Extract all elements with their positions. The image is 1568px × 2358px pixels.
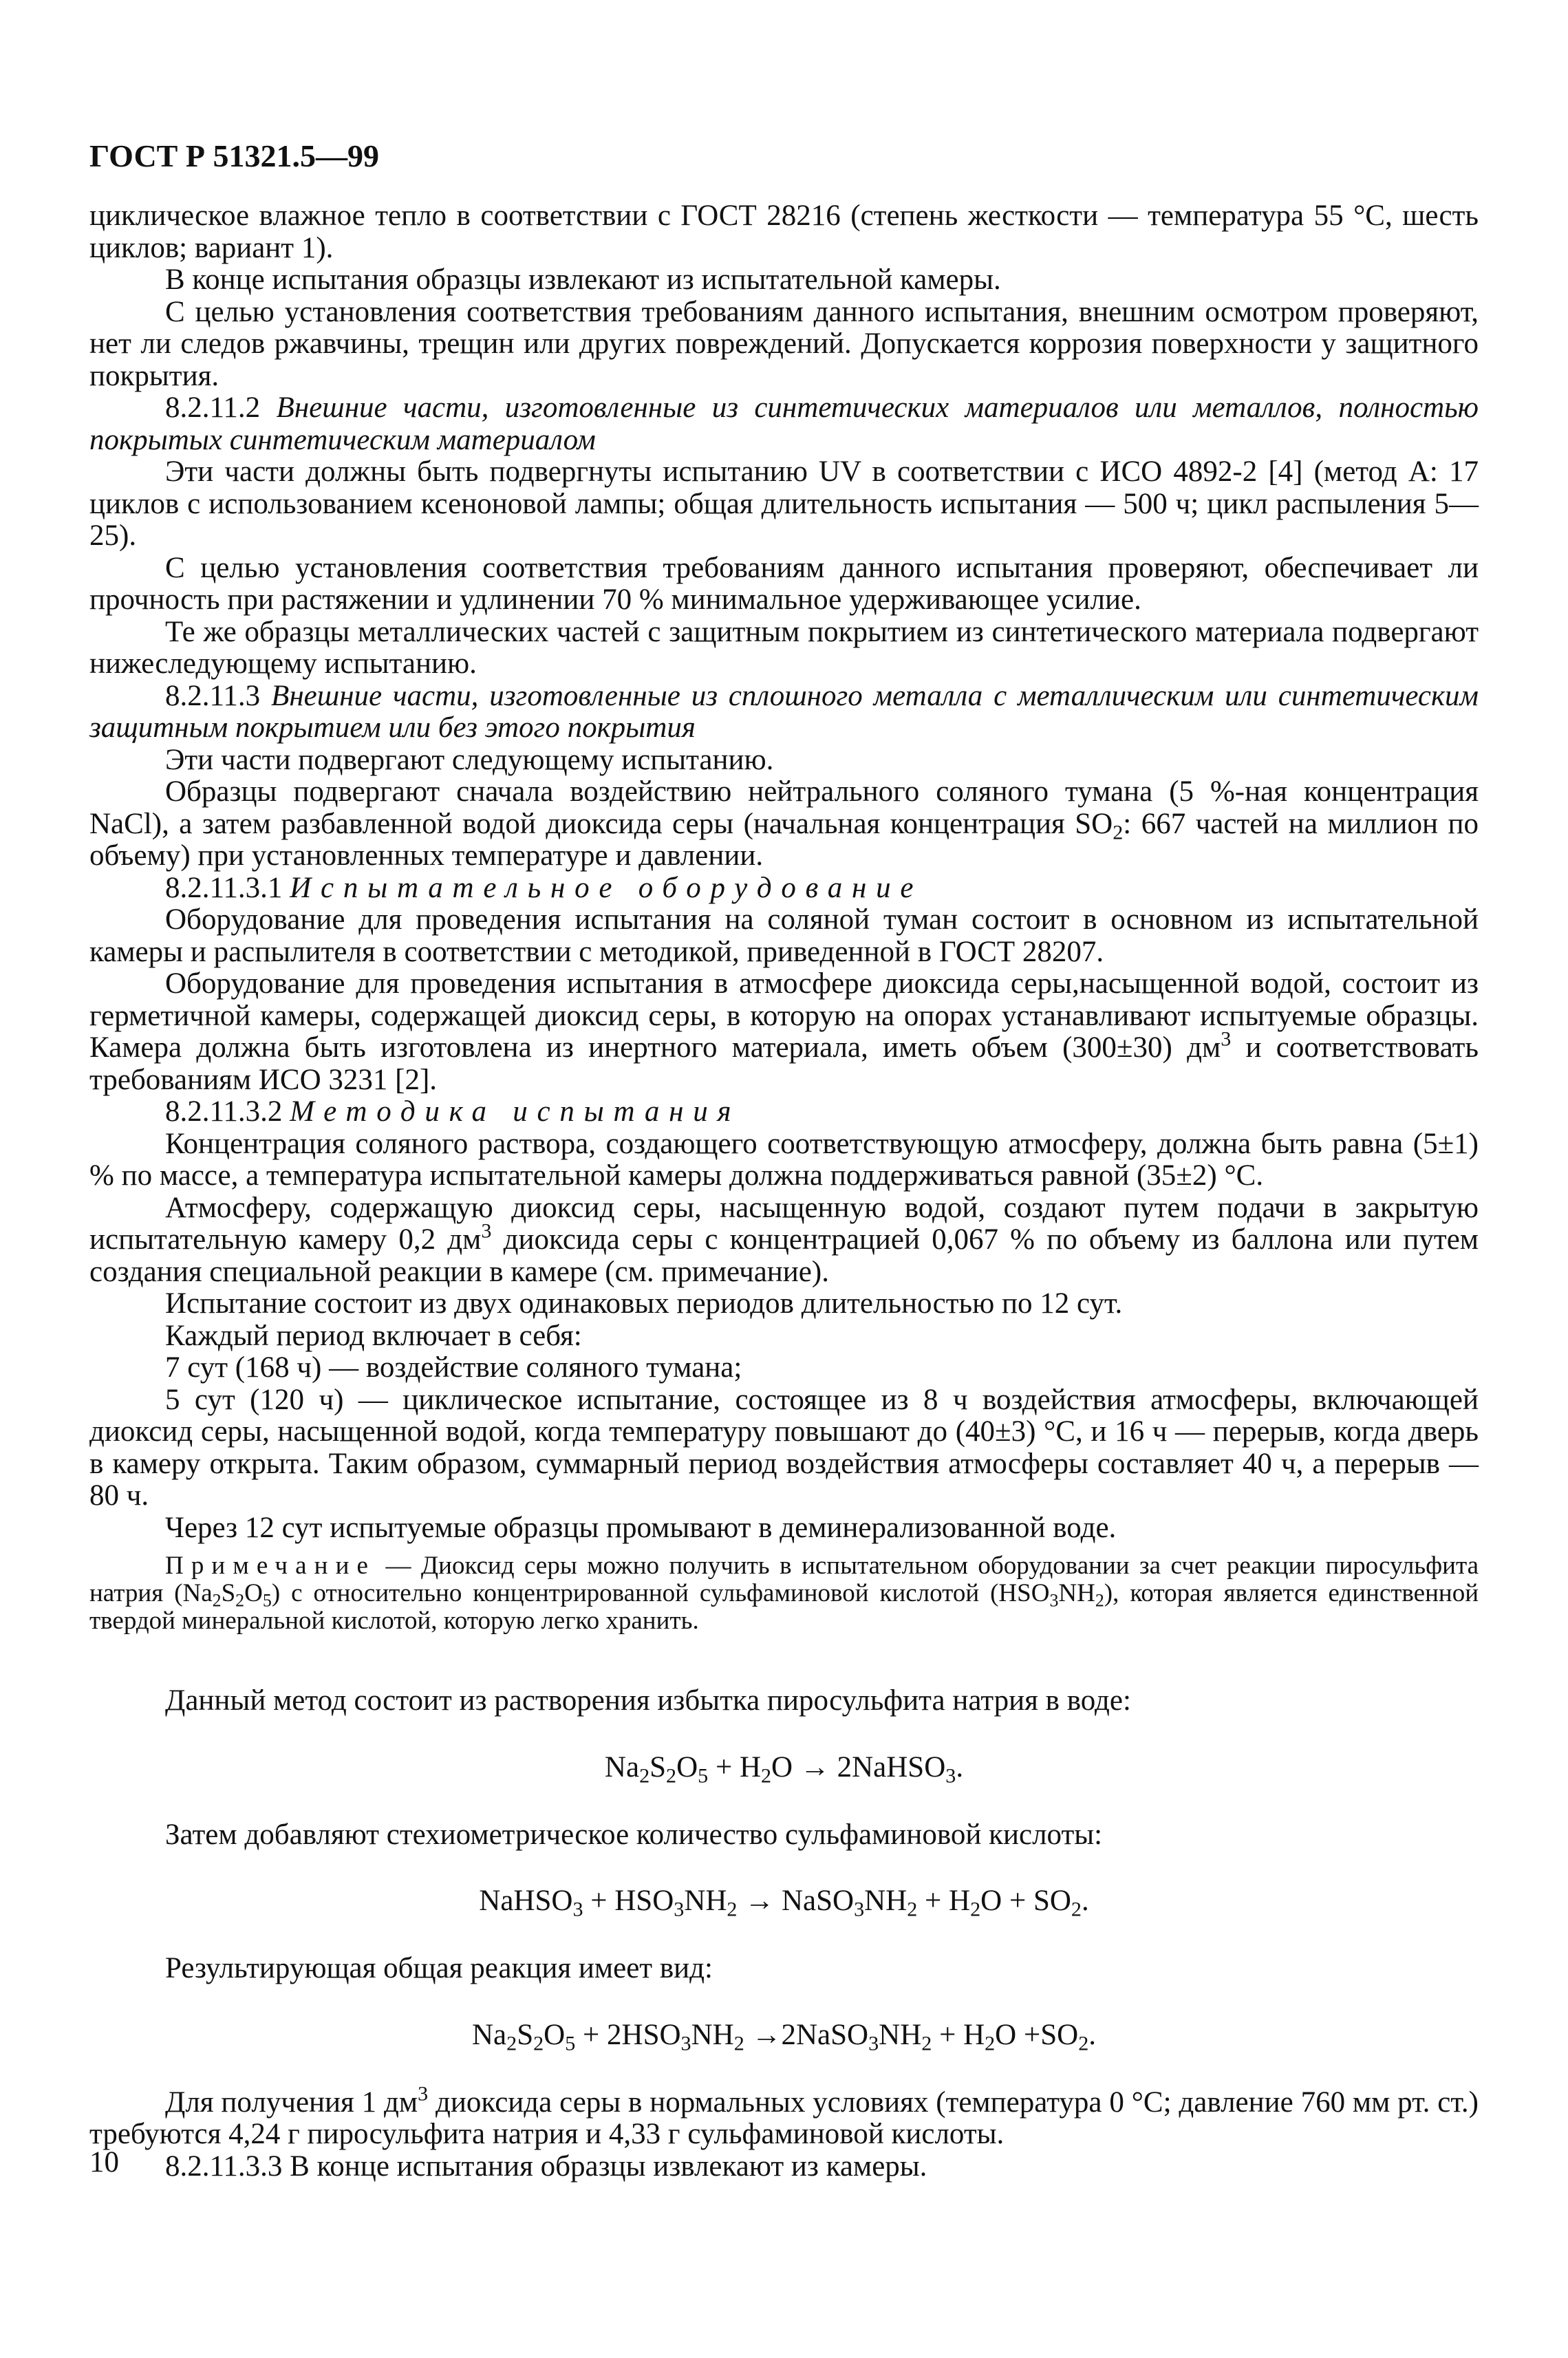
page-body xyxy=(89,200,1479,2183)
paragraph: Каждый период включает в себя: xyxy=(165,1319,582,1352)
paragraph: Эти части подвергают следующему испытанию. xyxy=(165,743,774,776)
equation-2: NaHSO$_3$ + $HSO_3NH_2$ → $NaSO_3NH_2 + H_2O + SO_2$. xyxy=(479,1885,1089,1921)
section-heading-8-2-11-3-1 xyxy=(89,872,1479,905)
paragraph: Эти части должны быть подвергнуты испытанию UV в соответствии с ИСО 4892-2 [4] (метод А: 17 циклов с использованием ксеноновой лампы; общая длительность испытания — 500 ч; цикл распыления 5—25). xyxy=(89,455,1479,552)
section-title: Испытательное оборудование xyxy=(290,871,923,904)
paragraph: Оборудование для проведения испытания на соляной туман состоит в основном из испытательной камеры и распылителя в соответствии с методикой, приведенной в ГОСТ 28207. xyxy=(89,903,1479,968)
paragraph: Затем добавляют стехиометрическое количество сульфаминовой кислоты: xyxy=(165,1818,1103,1851)
paragraph: Результирующая общая реакция имеет вид: xyxy=(165,1952,713,1984)
paragraph: Атмосферу, содержащую диоксид серы, насыщенную водой, создают путем подачи в закрытую испытательную камеру 0,2 $дм^3$ диоксида серы с концентрацией 0,067 % по объему из баллона или путем создания специальной реакции в камере (см. примечание). xyxy=(89,1191,1479,1288)
section-title: Внешние части, изготовленные из сплошного металла с металлическим или синтетическим защитным покрытием или без этого покрытия xyxy=(89,679,1479,744)
equation-1: $Na_2S_2O_5 + H_2O$ → 2NaHSO$_3$. xyxy=(604,1750,964,1787)
paragraph: Для получения 1 $дм^3$ диоксида серы в нормальных условиях (температура 0 °С; давление 760 мм рт. ст.) требуются 4,24 г пиросульфита натрия и 4,33 г сульфаминовой кислоты. xyxy=(89,2081,1479,2150)
equation-3: $Na_2S_2O_5 + 2HSO_3NH_2$ $\to 2NaSO_3NH_2 + H_2O +SO_2$. xyxy=(472,2018,1096,2055)
note-label: Примечание xyxy=(165,1552,376,1580)
paragraph: Через 12 сут испытуемые образцы промывают в деминерализованной воде. xyxy=(165,1511,1117,1544)
paragraph: С целью установления соответствия требованиям данного испытания, внешним осмотром проверяют, нет ли следов ржавчины, трещин или других повреждений. Допускается коррозия поверхности у защитного покрытия. xyxy=(89,295,1479,392)
paragraph: 8.2.11.3.3 В конце испытания образцы извлекают из камеры. xyxy=(165,2150,927,2183)
paragraph: В конце испытания образцы извлекают из испытательной камеры. xyxy=(165,264,1001,296)
paragraph: Концентрация соляного раствора, создающего соответствующую атмосферу, должна быть равна (5±1) % по массе, а температура испытательной камеры должна поддерживаться равной (35±2) °С. xyxy=(89,1127,1479,1192)
section-number: 8.2.11.3.2 xyxy=(165,1095,283,1128)
paragraph: 5 сут (120 ч) — циклическое испытание, состоящее из 8 ч воздействия атмосферы, включающей диоксид серы, насыщенной водой, когда температуру повышают до (40±3) °С, и 16 ч — перерыв, когда дверь в камеру открыта. Таким образом, суммарный период воздействия атмосферы составляет 40 ч, а перерыв — 80 ч. xyxy=(89,1383,1479,1512)
paragraph: Образцы подвергают сначала воздействию нейтрального соляного тумана (5 %-ная концентрация NaCl), а затем разбавленной водой диоксида серы (начальная концентрация $SO_2$: 667 частей на миллион по объему) при установленных температуре и давлении. xyxy=(89,775,1479,872)
section-number: 8.2.11.2 xyxy=(165,392,261,424)
section-heading-8-2-11-2 xyxy=(89,392,1479,456)
section-number: 8.2.11.3.1 xyxy=(165,871,283,904)
section-heading-8-2-11-3-2 xyxy=(89,1096,1479,1128)
paragraph: Те же образцы металлических частей с защитным покрытием из синтетического материала подвергают нижеследующему испытанию. xyxy=(89,615,1479,680)
section-title: Методика испытания xyxy=(290,1095,741,1128)
section-heading-8-2-11-3 xyxy=(89,680,1479,744)
paragraph: циклическое влажное тепло в соответствии с ГОСТ 28216 (степень жесткости — температура 55 °С, шесть циклов; вариант 1). xyxy=(89,200,1479,264)
section-number: 8.2.11.3 xyxy=(165,679,261,712)
paragraph: Данный метод состоит из растворения избытка пиросульфита натрия в воде: xyxy=(165,1684,1131,1717)
page-number: 10 xyxy=(89,2146,119,2178)
paragraph: 7 сут (168 ч) — воздействие соляного тумана; xyxy=(165,1351,742,1384)
paragraph: Оборудование для проведения испытания в атмосфере диоксида серы,насыщенной водой, состоит из герметичной камеры, содержащей диоксид серы, в которую на опорах устанавливают испытуемые образцы. Камера должна быть изготовлена из инертного материала, иметь объем (300±30) $дм^3$ и соответствовать требованиям ИСО 3231 [2]. xyxy=(89,967,1479,1096)
document-header: ГОСТ Р 51321.5—99 xyxy=(89,138,379,173)
paragraph: С целью установления соответствия требованиям данного испытания проверяют, обеспечивает ли прочность при растяжении и удлинении 70 % минимальное удерживающее усилие. xyxy=(89,551,1479,616)
note: Примечание — Диоксид серы можно получить в испытательном оборудовании за счет реакции пиросульфита натрия $(Na_2S_2O_5)$ с относительно концентрированной сульфаминовой кислотой $(HSO_3NH_2)$, которая является единственной твердой минеральной кислотой, которую легко хранить. xyxy=(89,1552,1479,1635)
paragraph: Испытание состоит из двух одинаковых периодов длительностью по 12 сут. xyxy=(165,1287,1123,1320)
section-title: Внешние части, изготовленные из синтетических материалов или металлов, полностью покрытых синтетическим материалом xyxy=(89,392,1479,456)
